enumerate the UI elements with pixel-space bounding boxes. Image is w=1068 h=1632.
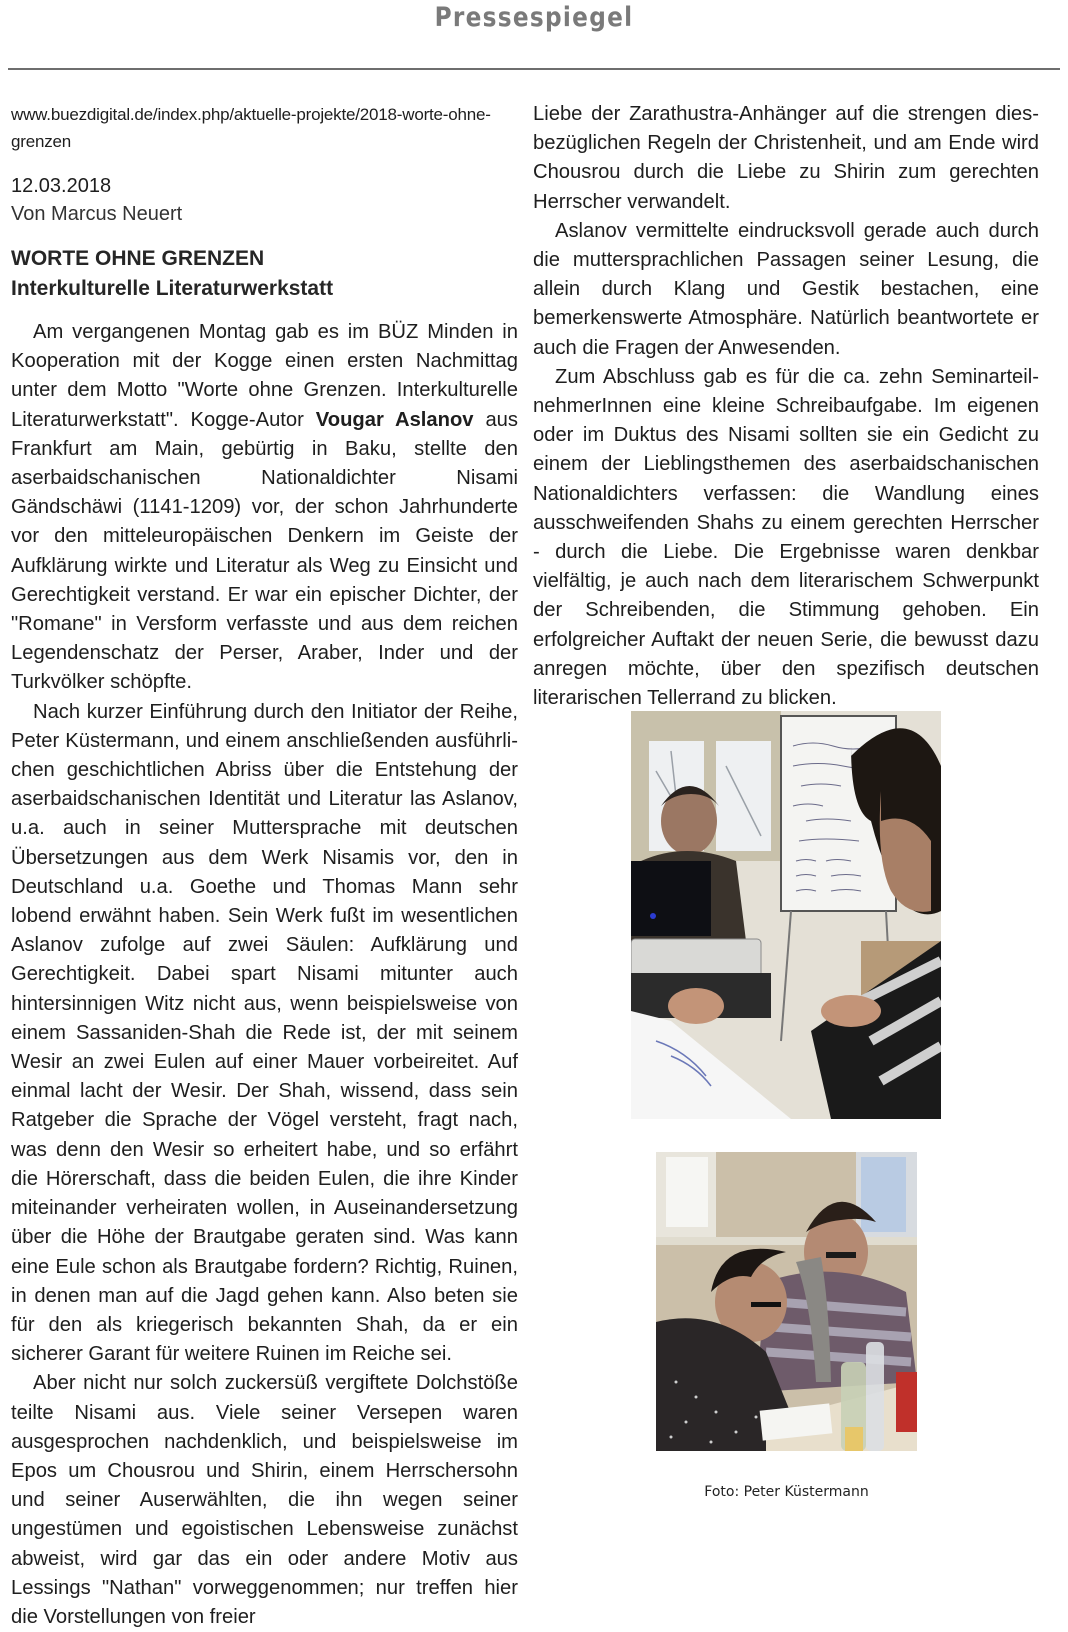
paragraph-2: Nach kurzer Einführung durch den Initiator der Reihe, Peter Küstermann, und einem anschließenden ausführlichen geschichtlichen Abriss über die Entstehung der aserbaidschanischen Identität und Literatur las Aslanov, u.a. auch in seiner Muttersprache mit deutschen Übersetzungen aus dem Werk Nisamis vor, den in Deutschland u.a. Goethe und Thomas Mann sehr lobend erwähnt haben. Sein Werk fußt im wesentlichen Aslanov zufolge auf zwei Säulen: Aufklärung und Gerechtigkeit. Dabei spart Nisami mitunter auch hintersinnigen Witz nicht aus, wenn beispielsweise von einem Sassaniden-Shah die Rede ist, der mit seinem Wesir an zwei Eulen auf einer Mauer vorbeireitet. Auf einmal lacht der Wesir. Der Shah, wissend, dass sein Ratgeber die Sprache der Vögel versteht, fragt nach, was denn den Wesir so erheitert habe, und so erfährt die Hörerschaft, dass die beiden Eulen, die ihre Kinder miteinander verheiraten wollen, in Auseinandersetzung über die Höhe der Brautgabe geraten sind. Was kann eine Eule schon als Brautgabe fordern? Richtig, Ruinen, in denen man auf die Jagd gehen kann. Also beten sie für den als kriegerisch bekannten Shah, da er ein sicherer Garant für weitere Ruinen im Reiche sei.	[11, 700, 518, 1366]
article-author: Von Marcus Neuert	[11, 203, 183, 225]
paragraph-1-text-b: aus Frankfurt am Main, gebürtig in Baku, stellte den aserbaidschanischen Nationaldichter Nisami Gändschäwi (1141-1209) vor, der schon Jahrhunderte vor den mitteleuropäischen Denkern im Geiste der Aufklärung wirkte und Literatur als Weg zu Einsicht und Gerechtigkeit verstand. Er war ein epischer Dichter, der "Romane" in Versform verfasste und aus dem reichen Legendenschatz der Perser, Araber, Inder und der Turkvölker schöpfte.	[11, 408, 518, 694]
photo-participants-writing-illustration	[656, 1152, 917, 1451]
photo-participants-writing	[656, 1152, 917, 1451]
photo-caption: Foto: Peter Küstermann	[704, 1484, 869, 1500]
paragraph-3-continued: Liebe der Zarathustra-Anhänger auf die strengen diesbezüglichen Regeln der Christenheit, und am Ende wird Chousrou durch die Liebe zu Shirin zum gerechten Herrscher verwandelt.	[533, 103, 1039, 213]
header-divider	[8, 68, 1060, 70]
paragraph-1-text-a: Am vergangenen Montag gab es im BÜZ Minden in Kooperation mit der Kogge einen ersten Nachmittag unter dem Motto "Worte ohne Grenzen. Interkulturelle Literaturwerkstatt". Kogge-Autor	[11, 321, 518, 431]
headline-title: WORTE OHNE GRENZEN	[11, 247, 265, 270]
article-date: 12.03.2018	[11, 175, 112, 197]
page-title: Pressespiegel	[434, 2, 634, 33]
article-headline	[11, 244, 333, 304]
photo-workshop-reading	[631, 711, 941, 1119]
author-name-bold: Vougar Aslanov	[315, 408, 474, 431]
paragraph-5: Zum Abschluss gab es für die ca. zehn SeminarteilnehmerInnen eine kleine Schreibaufgabe. Im eigenen oder im Duktus des Nisami sollten sie ein Gedicht zu einem der Lieblingsthemen des aserbaidschanischen Nationaldichters verfassen: die Wandlung eines ausschweifenden Shahs zu einem gerechten Herrscher - durch die Liebe. Die Ergebnisse waren denkbar vielfältig, je auch nach dem literarischem Schwerpunkt der Schreibenden, die Stimmung gehoben. Ein erfolgreicher Auftakt der neuen Serie, die bewusst dazu anregen möchte, über den spezifisch deutschen literarischen Tellerrand zu blicken.	[533, 365, 1039, 710]
paragraph-1	[11, 318, 518, 698]
headline-subtitle: Interkulturelle Literaturwerkstatt	[11, 277, 334, 300]
article-body-right-column	[533, 100, 1039, 713]
article-body-left-column	[11, 318, 518, 1632]
paragraph-4: Aslanov vermittelte eindrucksvoll gerade auch durch die muttersprachlichen Passagen seiner Lesung, die allein durch Klang und Gestik bestachen, eine bemerkenswerte Atmosphäre. Natürlich beantwortete er auch die Fragen der Anwesenden.	[533, 219, 1039, 359]
paragraph-3: Aber nicht nur solch zuckersüß vergiftete Dolchstöße teilte Nisami aus. Viele seiner Versepen waren ausgesprochen nachdenklich, und beispielsweise im Epos um Chousrou und Shirin, einem Herrschersohn und seiner Auserwählten, die ihn wegen seiner ungestümen und egoistischen Lebensweise zunächst abweist, wird gar das ein oder andere Motiv aus Lessings "Nathan" vorweggenommen; nur treffen hier die Vorstellungen von freier	[11, 1372, 518, 1628]
photo-workshop-reading-illustration	[631, 711, 941, 1119]
page-header	[0, 0, 1068, 72]
source-url: www.buezdigital.de/index.php/aktuelle-projekte/2018-worte-ohne-grenzen	[11, 105, 491, 151]
